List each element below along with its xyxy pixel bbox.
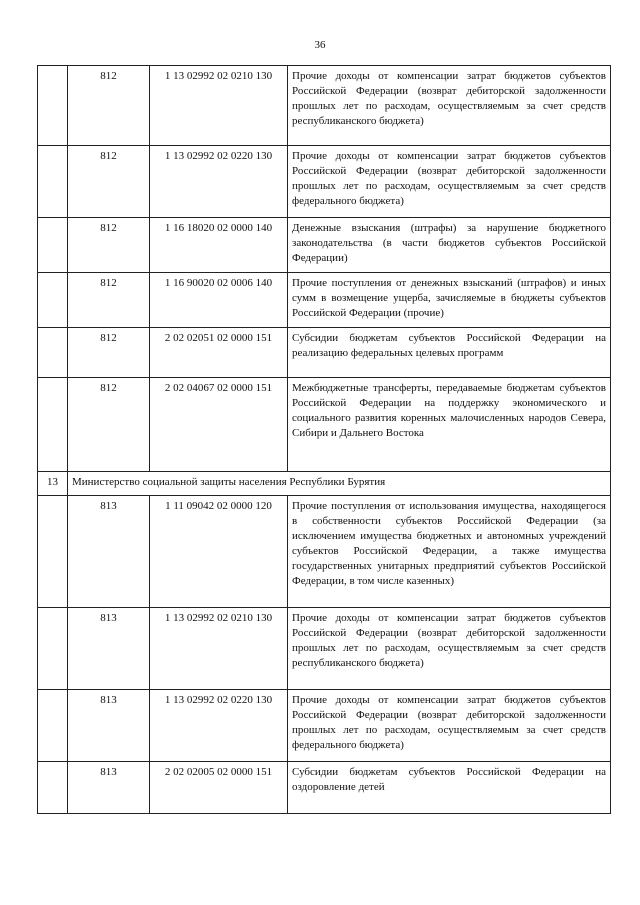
table-row [38, 378, 611, 472]
table-row [38, 762, 611, 814]
section-number: 13 [38, 472, 68, 496]
row-number-cell [38, 328, 68, 378]
row-number-cell [38, 496, 68, 608]
description-cell: Денежные взыскания (штрафы) за нарушение бюджетного законодательства (в части бюджетов субъектов Российской Федерации) [288, 218, 611, 273]
revenue-code-cell: 2 02 04067 02 0000 151 [150, 378, 288, 472]
admin-code-cell: 813 [68, 608, 150, 690]
table-row [38, 690, 611, 762]
revenue-code-cell: 1 13 02992 02 0210 130 [150, 66, 288, 146]
revenue-code-cell: 1 13 02992 02 0220 130 [150, 146, 288, 218]
admin-code-cell: 812 [68, 218, 150, 273]
admin-code-cell: 813 [68, 690, 150, 762]
revenue-code-cell: 1 16 18020 02 0000 140 [150, 218, 288, 273]
admin-code-cell: 812 [68, 146, 150, 218]
table-row [38, 496, 611, 608]
section-title: Министерство социальной защиты населения Республики Бурятия [68, 472, 611, 496]
revenue-code-cell: 1 16 90020 02 0006 140 [150, 273, 288, 328]
row-number-cell [38, 218, 68, 273]
row-number-cell [38, 690, 68, 762]
description-cell: Прочие поступления от денежных взысканий (штрафов) и иных сумм в возмещение ущерба, зачисляемые в бюджеты субъектов Российской Федерации (прочие) [288, 273, 611, 328]
table-row [38, 146, 611, 218]
revenue-codes-table [37, 65, 611, 814]
description-cell: Прочие доходы от компенсации затрат бюджетов субъектов Российской Федерации (возврат дебиторской задолженности прошлых лет по расходам, осуществляемым за счет средств республиканского бюджета) [288, 608, 611, 690]
revenue-code-cell: 1 13 02992 02 0220 130 [150, 690, 288, 762]
revenue-code-cell: 1 13 02992 02 0210 130 [150, 608, 288, 690]
description-cell: Прочие доходы от компенсации затрат бюджетов субъектов Российской Федерации (возврат дебиторской задолженности прошлых лет по расходам, осуществляемым за счет средств республиканского бюджета) [288, 66, 611, 146]
page-number: 36 [314, 39, 326, 51]
row-number-cell [38, 378, 68, 472]
description-cell: Субсидии бюджетам субъектов Российской Федерации на оздоровление детей [288, 762, 611, 814]
row-number-cell [38, 273, 68, 328]
section-row [38, 472, 611, 496]
description-cell: Прочие доходы от компенсации затрат бюджетов субъектов Российской Федерации (возврат дебиторской задолженности прошлых лет по расходам, осуществляемым за счет средств федерального бюджета) [288, 690, 611, 762]
row-number-cell [38, 146, 68, 218]
table-row [38, 608, 611, 690]
admin-code-cell: 812 [68, 66, 150, 146]
row-number-cell [38, 762, 68, 814]
table-row [38, 328, 611, 378]
description-cell: Межбюджетные трансферты, передаваемые бюджетам субъектов Российской Федерации на поддержку экономического и социального развития коренных малочисленных народов Севера, Сибири и Дальнего Востока [288, 378, 611, 472]
admin-code-cell: 812 [68, 378, 150, 472]
table-row [38, 66, 611, 146]
description-cell: Прочие поступления от использования имущества, находящегося в собственности субъектов Российской Федерации (за исключением имущества бюджетных и автономных учреждений субъектов Российской Федерации, а также имущества государственных унитарных предприятий субъектов Российской Федерации, в том числе казенных) [288, 496, 611, 608]
table-row [38, 273, 611, 328]
admin-code-cell: 813 [68, 496, 150, 608]
revenue-code-cell: 2 02 02051 02 0000 151 [150, 328, 288, 378]
table-row [38, 218, 611, 273]
revenue-code-cell: 1 11 09042 02 0000 120 [150, 496, 288, 608]
description-cell: Субсидии бюджетам субъектов Российской Федерации на реализацию федеральных целевых программ [288, 328, 611, 378]
description-cell: Прочие доходы от компенсации затрат бюджетов субъектов Российской Федерации (возврат дебиторской задолженности прошлых лет по расходам, осуществляемым за счет средств федерального бюджета) [288, 146, 611, 218]
admin-code-cell: 812 [68, 328, 150, 378]
admin-code-cell: 813 [68, 762, 150, 814]
row-number-cell [38, 66, 68, 146]
revenue-code-cell: 2 02 02005 02 0000 151 [150, 762, 288, 814]
row-number-cell [38, 608, 68, 690]
admin-code-cell: 812 [68, 273, 150, 328]
